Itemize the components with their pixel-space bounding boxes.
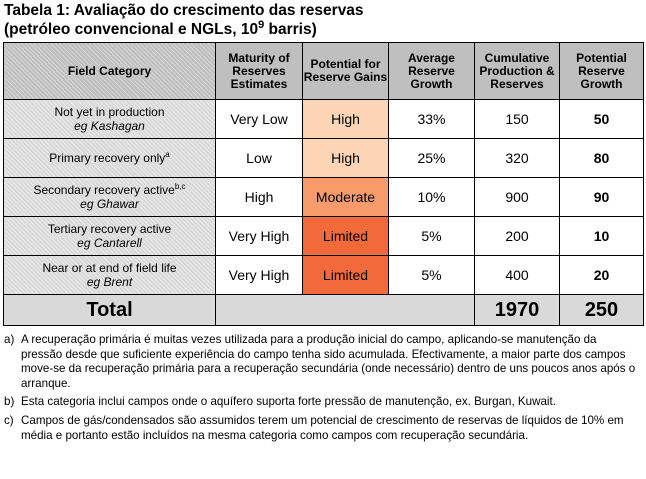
potential-growth-cell: 20 — [560, 256, 644, 295]
potential-growth-cell: 80 — [560, 139, 644, 178]
potential-gains-cell: Limited — [303, 217, 389, 256]
field-category-name: Primary recovery only — [49, 151, 166, 165]
field-category-label — [4, 183, 215, 197]
header-cumulative: Cumulative Production & Reserves — [475, 43, 560, 100]
field-category-label — [4, 261, 215, 275]
reserves-table — [3, 42, 644, 326]
title-line-1: Tabela 1: Avaliação do crescimento das reservas — [4, 2, 364, 19]
field-category-label — [4, 151, 215, 165]
field-category-cell — [4, 178, 216, 217]
title-line-2-suffix: barris) — [264, 21, 317, 38]
average-growth-cell: 5% — [389, 217, 475, 256]
potential-gains-cell: High — [303, 100, 389, 139]
footnote — [4, 333, 640, 391]
field-example: eg Kashagan — [74, 119, 145, 133]
maturity-cell: Very Low — [216, 100, 303, 139]
footnote-text: Esta categoria inclui campos onde o aquífero suporta forte pressão de manutenção, ex. Burgan, Kuwait. — [21, 395, 556, 409]
potential-gains-cell: High — [303, 139, 389, 178]
header-row — [4, 43, 644, 100]
field-category-name: Near or at end of field life — [42, 261, 177, 275]
table-row — [4, 178, 644, 217]
maturity-cell: Low — [216, 139, 303, 178]
field-category-cell — [4, 139, 216, 178]
header-field-category: Field Category — [4, 43, 216, 100]
potential-growth-cell: 50 — [560, 100, 644, 139]
average-growth-cell: 10% — [389, 178, 475, 217]
footnote-label: c) — [4, 413, 14, 427]
footnotes — [4, 333, 640, 447]
potential-growth-cell: 90 — [560, 178, 644, 217]
footnote-text: Campos de gás/condensados são assumidos terem um potencial de crescimento de reservas de líquidos de 10% em média e portanto estão incluídos na mesma categoria como campos com recuperação secundária. — [21, 413, 624, 442]
cumulative-cell: 200 — [475, 217, 560, 256]
average-growth-cell: 5% — [389, 256, 475, 295]
header-average-growth: Average Reserve Growth — [389, 43, 475, 100]
field-category-name: Secondary recovery active — [33, 183, 175, 197]
total-empty-cell — [216, 295, 475, 326]
footnote-marker: a — [165, 150, 170, 159]
field-category-cell — [4, 100, 216, 139]
field-category-name: Tertiary recovery active — [47, 222, 172, 236]
field-example: eg Ghawar — [80, 197, 139, 211]
title-line-2-prefix: (petróleo convencional e NGLs, 10 — [4, 21, 259, 38]
maturity-cell: High — [216, 178, 303, 217]
potential-gains-cell: Limited — [303, 256, 389, 295]
average-growth-cell: 25% — [389, 139, 475, 178]
footnote-text: A recuperação primária é muitas vezes utilizada para a produção inicial do campo, aplicando-se manutenção da pressão desde que suficiente experiência do campo tenha sido acumulada. Efectivamente, a maior parte dos campos move-se da recuperação primária para a recuperação secundária (onde necessário) dentro de uns poucos anos após o arranque. — [21, 333, 636, 390]
cumulative-cell: 900 — [475, 178, 560, 217]
title-exponent: 9 — [258, 19, 265, 31]
table-row — [4, 139, 644, 178]
table-title — [4, 1, 364, 39]
maturity-cell: Very High — [216, 217, 303, 256]
cumulative-cell: 150 — [475, 100, 560, 139]
total-potential-growth: 250 — [560, 295, 644, 326]
total-label: Total — [4, 295, 216, 326]
header-potential-growth: Potential Reserve Growth — [560, 43, 644, 100]
table-row — [4, 217, 644, 256]
total-cumulative: 1970 — [475, 295, 560, 326]
total-row — [4, 295, 644, 326]
average-growth-cell: 33% — [389, 100, 475, 139]
maturity-cell: Very High — [216, 256, 303, 295]
potential-growth-cell: 10 — [560, 217, 644, 256]
field-category-cell — [4, 217, 216, 256]
footnote-label: b) — [4, 395, 15, 409]
field-category-cell — [4, 256, 216, 295]
footnote — [4, 414, 640, 443]
title-line-2 — [4, 20, 364, 39]
potential-gains-cell: Moderate — [303, 178, 389, 217]
field-example: eg Brent — [86, 275, 133, 289]
header-maturity: Maturity of Reserves Estimates — [216, 43, 303, 100]
field-category-label — [4, 222, 215, 236]
field-category-name: Not yet in production — [54, 105, 165, 119]
field-example: eg Cantarell — [77, 236, 142, 250]
footnote-marker: b,c — [174, 182, 186, 191]
field-category-label — [4, 105, 215, 119]
footnote — [4, 395, 640, 410]
header-potential-gains: Potential for Reserve Gains — [303, 43, 389, 100]
table-row — [4, 256, 644, 295]
footnote-label: a) — [4, 333, 15, 346]
cumulative-cell: 400 — [475, 256, 560, 295]
table-row — [4, 100, 644, 139]
cumulative-cell: 320 — [475, 139, 560, 178]
